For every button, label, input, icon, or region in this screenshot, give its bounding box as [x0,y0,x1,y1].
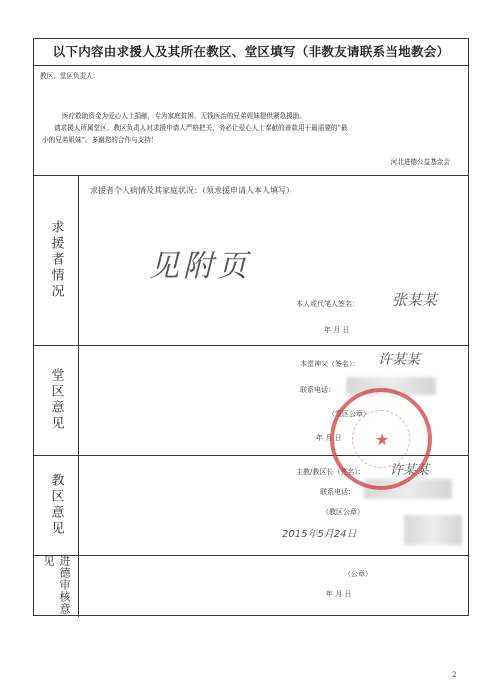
red-official-seal [330,388,432,490]
applicant-sign-label: 本人或代笔人签名： [296,300,359,308]
jinde-review-row [34,555,468,617]
aid-application-form [33,38,469,616]
priest-signature: 许某某 [378,352,420,368]
notice-section [34,65,468,176]
parish-contact-label: 联系电话： [300,386,335,394]
applicant-date: 年 月 日 [324,326,350,334]
seal-star-icon: ★ [375,430,390,449]
bishop-signature: 许某某 [390,463,430,478]
bishop-sign-label: 主教/教区长（签名）： [296,468,365,476]
form-title: 以下内容由求援人及其所在教区、堂区填写（非教友请联系当地教会） [34,39,468,66]
jinde-date: 年 月 日 [326,590,352,598]
priest-sign-label: 本堂神父（签名）： [300,360,360,368]
notice-paragraph-2: 请求援人所属堂区、教区负责人对求援申请人严格把关，务必让爱心人士奉献的善款用于最需要的“最 [54,124,348,132]
parish-opinion-label: 堂区意见 [34,345,79,455]
handwritten-see-attached: 见附页 [149,249,251,284]
notice-paragraph-3: 小的兄弟姐妹”。多谢您的合作与支持！ [42,136,158,144]
applicant-situation-row [34,175,468,346]
jinde-seal-label: （公章） [344,570,372,578]
diocese-opinion-label: 教区意见 [34,455,79,555]
diocese-handwritten-date: 2015年5月24日 [282,529,357,540]
notice-salutation: 教区、堂区负责人： [40,72,100,80]
page-number: 2 [452,671,457,679]
diocese-contact-label: 联系电话： [320,488,355,496]
applicant-situation-label: 求援者情况 [34,175,79,345]
redacted-area [404,515,462,545]
notice-organization: 河北进德公益基金会 [390,158,450,166]
applicant-instruction: 求援者个人病情及其家庭状况：（须求援申请人本人填写） [90,186,294,195]
diocese-seal-label: （教区公章） [322,508,364,516]
applicant-signature: 张某某 [392,291,438,309]
parish-date: 年 月 日 [316,434,342,442]
notice-paragraph-1: 医疗救助资金为爱心人士捐献，专为家庭贫困、无钱医治的兄弟姐妹提供紧急援助。 [62,112,306,120]
parish-seal-label: （堂区公章） [328,410,370,418]
jinde-review-label: 进德审核意见 [34,555,79,617]
